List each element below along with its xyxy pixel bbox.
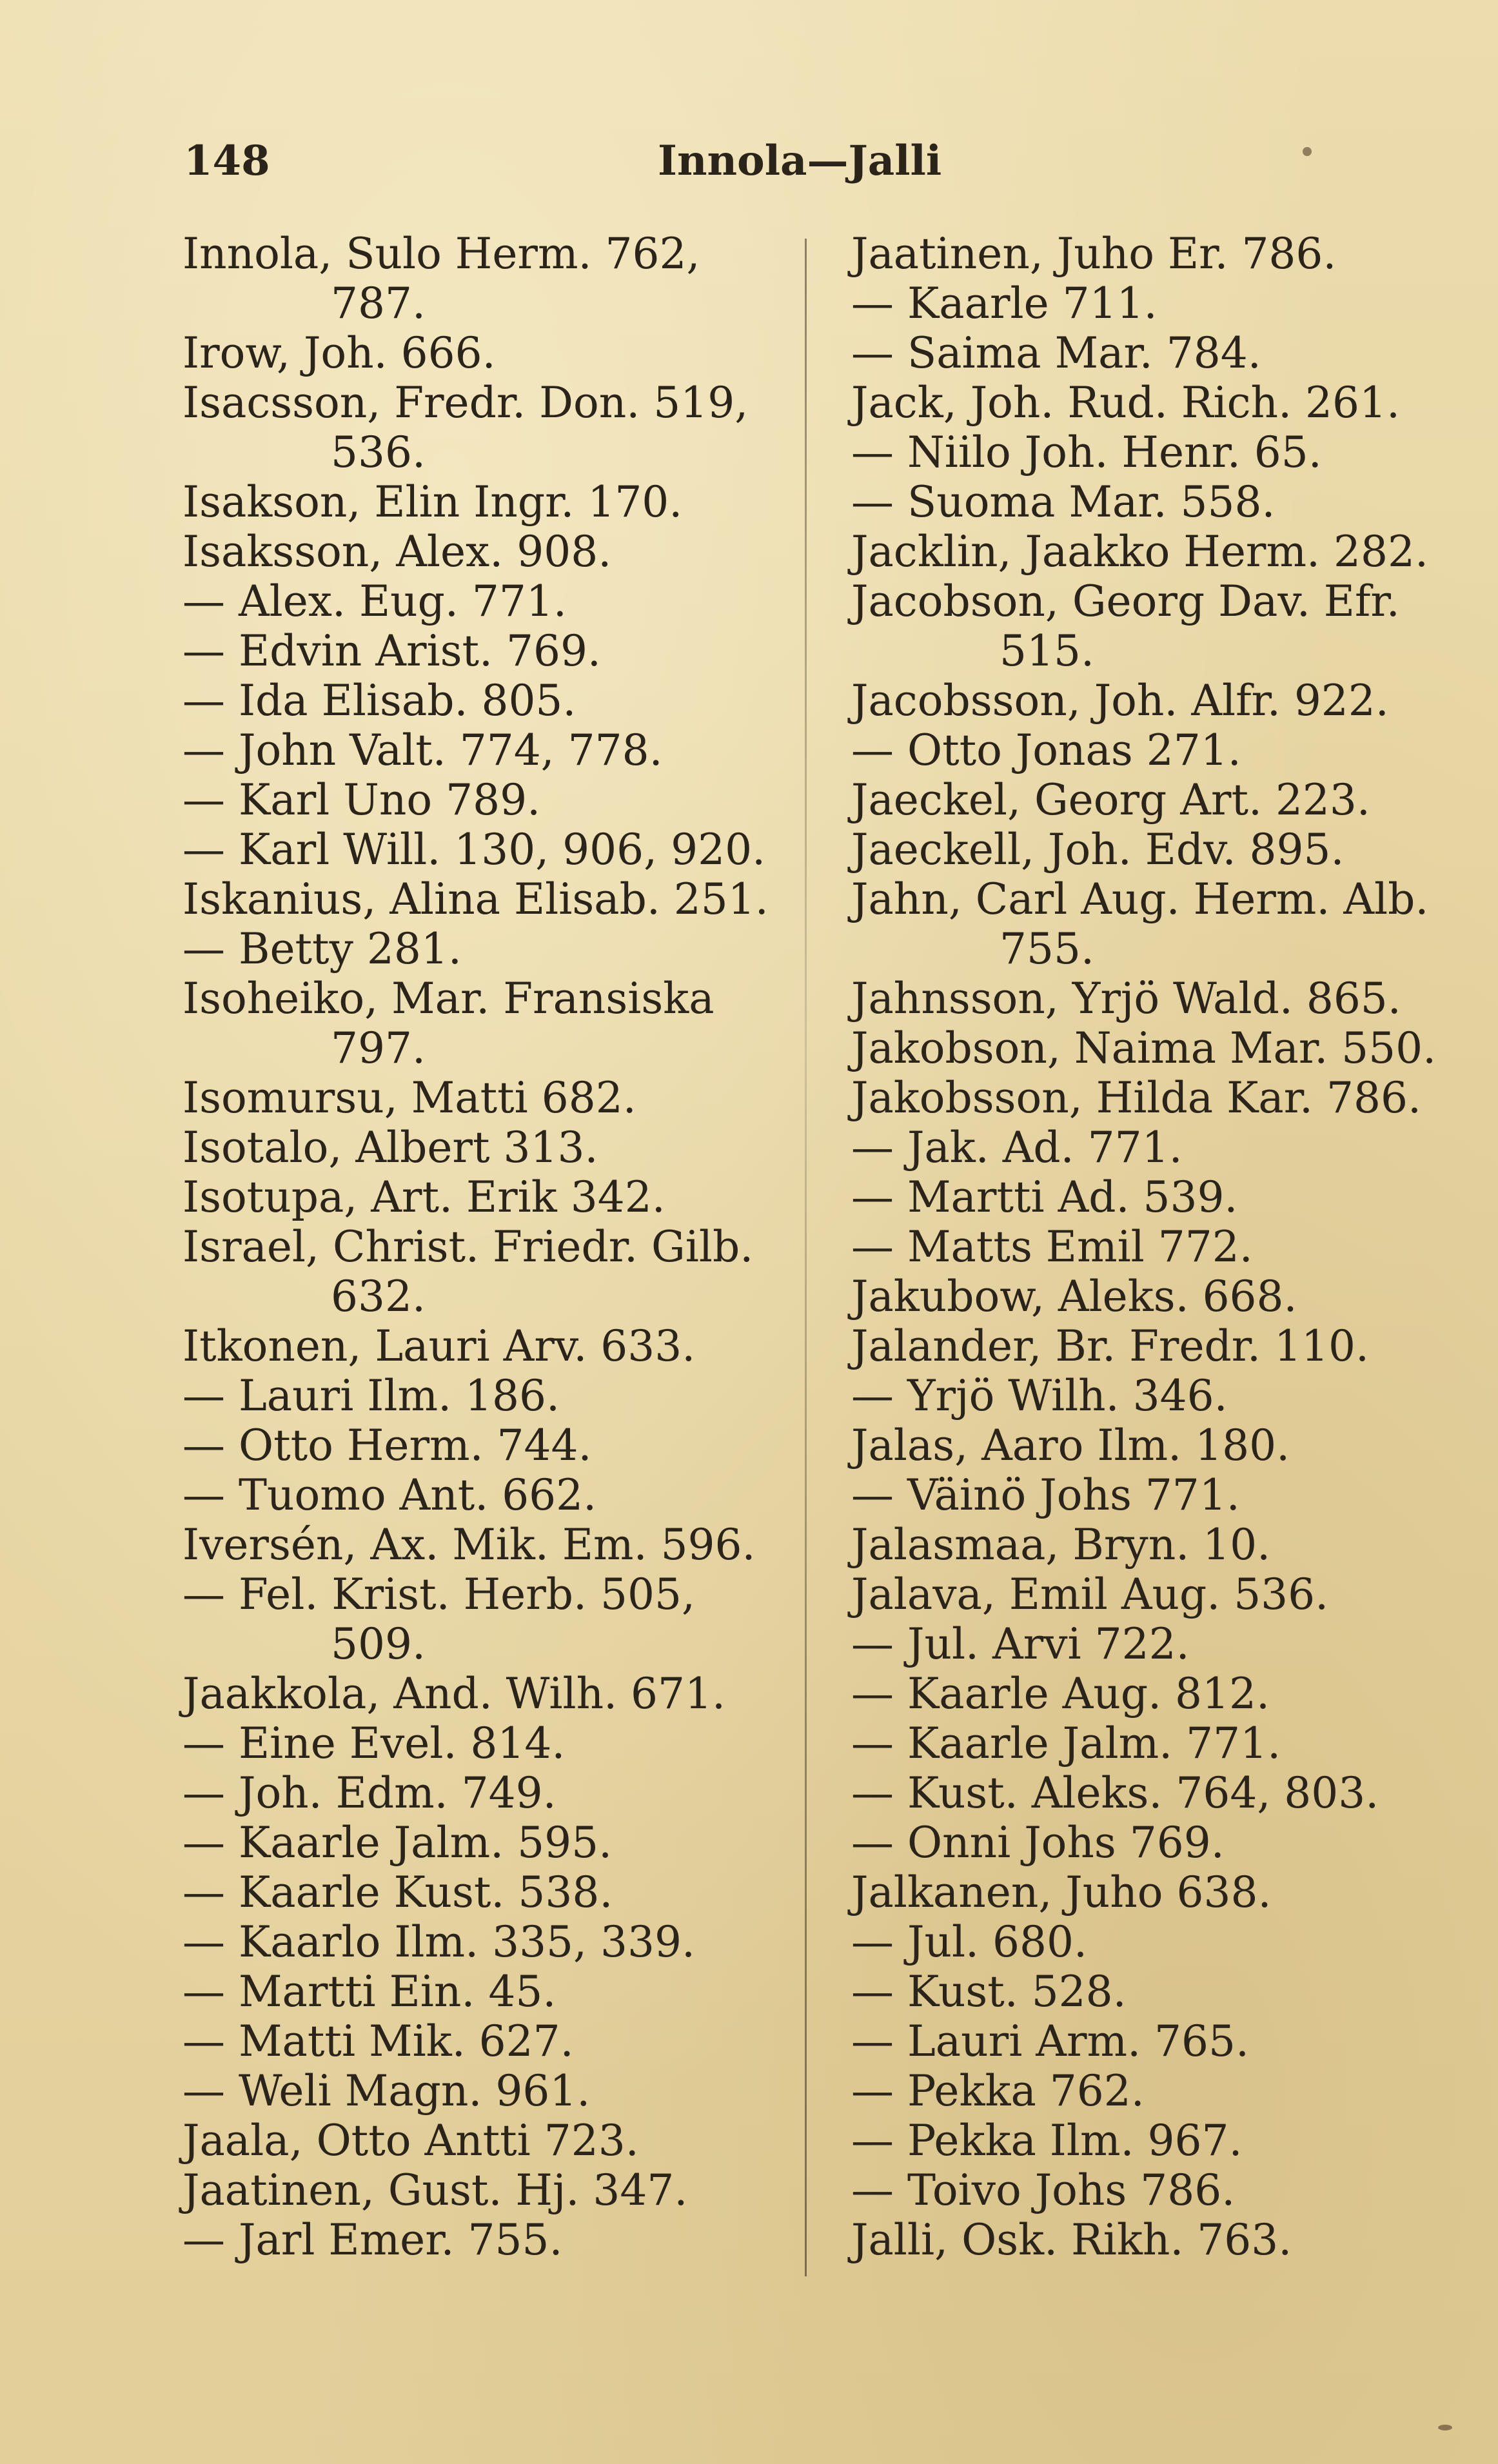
index-entry: Jakubow, Aleks. 668.: [851, 1272, 1297, 1321]
index-entry: — Ida Elisab. 805.: [182, 676, 577, 725]
index-entry: — Kust. 528.: [851, 1967, 1127, 2016]
index-entry: Jalli, Osk. Rikh. 763.: [851, 2215, 1292, 2265]
index-entry: — Jul. 680.: [851, 1917, 1087, 1967]
index-entry: Isoheiko, Mar. Fransiska: [182, 974, 715, 1023]
index-entry: — Fel. Krist. Herb. 505,: [182, 1570, 695, 1619]
index-entry: — Betty 281.: [182, 924, 462, 974]
index-entry-continuation: 755.: [1000, 924, 1094, 974]
index-entry: — John Valt. 774, 778.: [182, 725, 663, 775]
index-entry: — Karl Uno 789.: [182, 775, 541, 825]
column-divider: [805, 239, 807, 2276]
index-entry: Jalander, Br. Fredr. 110.: [851, 1321, 1369, 1371]
index-entry-continuation: 536.: [331, 428, 426, 477]
index-entry: — Martti Ad. 539.: [851, 1172, 1238, 1222]
index-entry: Jalava, Emil Aug. 536.: [851, 1570, 1329, 1619]
index-entry: — Suoma Mar. 558.: [851, 477, 1276, 527]
right-index-column: [851, 229, 1464, 2265]
index-entry-continuation: 797.: [331, 1023, 426, 1073]
paper-speck: [1438, 2425, 1452, 2430]
index-entry: Jack, Joh. Rud. Rich. 261.: [851, 378, 1400, 428]
index-entry: Jalas, Aaro Ilm. 180.: [851, 1421, 1290, 1470]
index-entry: Jalkanen, Juho 638.: [851, 1868, 1272, 1917]
index-entry: Jaatinen, Gust. Hj. 347.: [182, 2165, 688, 2215]
index-entry: Iversén, Ax. Mik. Em. 596.: [182, 1520, 756, 1570]
index-entry: — Karl Will. 130, 906, 920.: [182, 825, 766, 874]
index-entry: — Kaarle Jalm. 771.: [851, 1719, 1281, 1768]
index-entry: — Onni Johs 769.: [851, 1818, 1225, 1868]
index-entry: — Otto Herm. 744.: [182, 1421, 592, 1470]
index-entry: — Weli Magn. 961.: [182, 2066, 591, 2116]
page-number: 148: [184, 137, 270, 185]
index-entry: — Yrjö Wilh. 346.: [851, 1371, 1228, 1421]
index-entry: Isakson, Elin Ingr. 170.: [182, 477, 683, 527]
index-entry: Israel, Christ. Friedr. Gilb.: [182, 1222, 754, 1272]
index-entry: — Joh. Edm. 749.: [182, 1768, 557, 1818]
index-entry-continuation: 632.: [331, 1272, 426, 1321]
index-entry: — Kaarlo Ilm. 335, 339.: [182, 1917, 695, 1967]
index-entry: Jaatinen, Juho Er. 786.: [851, 229, 1337, 279]
paper-speck: [1303, 147, 1312, 156]
index-entry: — Matti Mik. 627.: [182, 2016, 574, 2066]
index-entry: — Jarl Emer. 755.: [182, 2215, 563, 2265]
index-entry: Jakobsson, Hilda Kar. 786.: [851, 1073, 1421, 1123]
index-entry: Isomursu, Matti 682.: [182, 1073, 636, 1123]
index-entry: Jaala, Otto Antti 723.: [182, 2116, 639, 2165]
index-entry: Isotupa, Art. Erik 342.: [182, 1172, 665, 1222]
index-entry: — Pekka Ilm. 967.: [851, 2116, 1243, 2165]
index-entry: — Matts Emil 772.: [851, 1222, 1253, 1272]
index-entry: — Väinö Johs 771.: [851, 1470, 1240, 1520]
index-entry: Jaeckell, Joh. Edv. 895.: [851, 825, 1345, 874]
index-entry-continuation: 515.: [1000, 626, 1094, 676]
index-entry: — Saima Mar. 784.: [851, 328, 1261, 378]
index-entry: Jacklin, Jaakko Herm. 282.: [851, 527, 1428, 577]
index-entry: Jahn, Carl Aug. Herm. Alb.: [851, 874, 1429, 924]
index-entry: Jahnsson, Yrjö Wald. 865.: [851, 974, 1401, 1023]
index-entry: — Kust. Aleks. 764, 803.: [851, 1768, 1379, 1818]
index-entry: — Martti Ein. 45.: [182, 1967, 557, 2016]
index-entry: Iskanius, Alina Elisab. 251.: [182, 874, 769, 924]
left-index-column: [182, 229, 795, 2265]
index-entry: Itkonen, Lauri Arv. 633.: [182, 1321, 696, 1371]
index-entry: — Jul. Arvi 722.: [851, 1619, 1190, 1669]
index-entry: — Eine Evel. 814.: [182, 1719, 566, 1768]
running-head: Innola—Jalli: [658, 137, 942, 185]
index-entry: — Tuomo Ant. 662.: [182, 1470, 597, 1520]
index-entry: — Alex. Eug. 771.: [182, 577, 567, 626]
index-entry: Jacobsson, Joh. Alfr. 922.: [851, 676, 1389, 725]
index-entry: — Niilo Joh. Henr. 65.: [851, 428, 1322, 477]
index-entry: — Lauri Arm. 765.: [851, 2016, 1250, 2066]
index-entry: Isaksson, Alex. 908.: [182, 527, 612, 577]
index-entry: — Otto Jonas 271.: [851, 725, 1241, 775]
index-entry: Jacobson, Georg Dav. Efr.: [851, 577, 1400, 626]
index-entry: Jalasmaa, Bryn. 10.: [851, 1520, 1271, 1570]
index-entry: — Kaarle Aug. 812.: [851, 1669, 1270, 1719]
index-entry: — Kaarle Kust. 538.: [182, 1868, 613, 1917]
page-header: [0, 129, 1498, 193]
index-entry: — Kaarle Jalm. 595.: [182, 1818, 613, 1868]
index-entry-continuation: 509.: [331, 1619, 426, 1669]
index-entry: — Lauri Ilm. 186.: [182, 1371, 560, 1421]
index-entry: — Kaarle 711.: [851, 279, 1158, 328]
index-entry: Innola, Sulo Herm. 762,: [182, 229, 700, 279]
index-entry: — Edvin Arist. 769.: [182, 626, 601, 676]
index-entry-continuation: 787.: [331, 279, 426, 328]
index-entry: Jaeckel, Georg Art. 223.: [851, 775, 1370, 825]
index-entry: Jaakkola, And. Wilh. 671.: [182, 1669, 725, 1719]
index-entry: Isotalo, Albert 313.: [182, 1123, 598, 1172]
index-entry: — Toivo Johs 786.: [851, 2165, 1236, 2215]
index-entry: Jakobson, Naima Mar. 550.: [851, 1023, 1437, 1073]
index-entry: — Jak. Ad. 771.: [851, 1123, 1183, 1172]
index-entry: Isacsson, Fredr. Don. 519,: [182, 378, 749, 428]
index-entry: — Pekka 762.: [851, 2066, 1145, 2116]
index-entry: Irow, Joh. 666.: [182, 328, 496, 378]
